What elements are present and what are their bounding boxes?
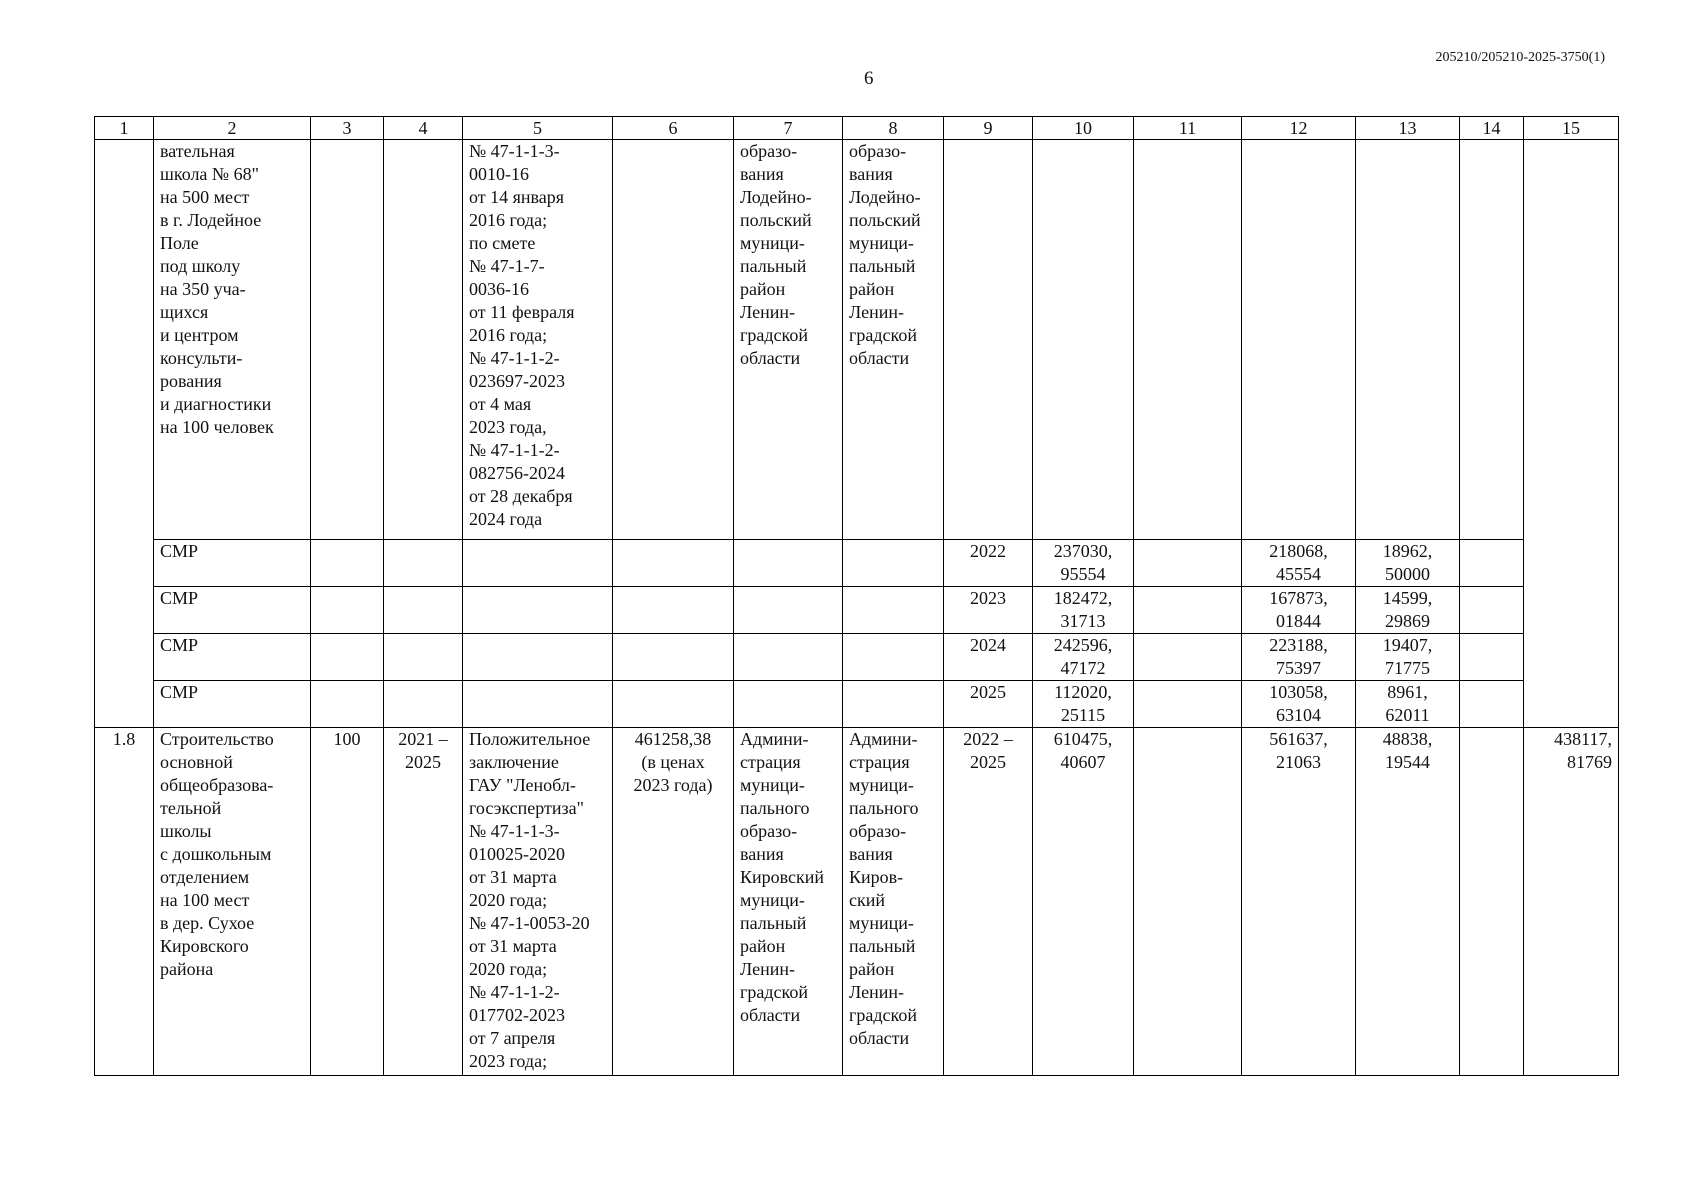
table-row-smr — [95, 587, 1619, 634]
cell-col10: 242596, 47172 — [1033, 634, 1134, 681]
cell-smr-label: СМР — [154, 540, 311, 587]
cell-capacity: 100 — [311, 728, 384, 1076]
cell-customer: Админи- страция муници- пального образо- вания Кировский муници- пальный район Ленин- градской области — [734, 728, 843, 1076]
cell-object-name: вательная школа № 68" на 500 мест в г. Лодейное Поле под школу на 350 уча- щихся и центром консульти- рования и диагностики на 100 человек — [154, 140, 311, 540]
cell-empty — [1524, 140, 1619, 728]
cell-empty — [944, 140, 1033, 540]
cell-col15: 438117, 81769 — [1524, 728, 1619, 1076]
cell-smr-label: СМР — [154, 587, 311, 634]
cell-col12: 561637, 21063 — [1242, 728, 1356, 1076]
cell-year: 2023 — [944, 587, 1033, 634]
cell-empty — [1356, 140, 1460, 540]
cell-col12: 223188, 75397 — [1242, 634, 1356, 681]
cell-customer: образо- вания Лодейно- польский муници- пальный район Ленин- градской области — [734, 140, 843, 540]
table-row-continuation — [95, 140, 1619, 540]
cell-empty — [1134, 728, 1242, 1076]
data-table — [94, 116, 1619, 1076]
cell-col13: 8961, 62011 — [1356, 681, 1460, 728]
cell-empty — [311, 140, 384, 540]
cell-col12: 218068, 45554 — [1242, 540, 1356, 587]
column-header: 2 — [154, 117, 311, 140]
column-header: 15 — [1524, 117, 1619, 140]
cell-col10: 237030, 95554 — [1033, 540, 1134, 587]
column-header: 8 — [843, 117, 944, 140]
cell-empty — [1134, 140, 1242, 540]
cell-years: 2022 – 2025 — [944, 728, 1033, 1076]
table-row-1-8 — [95, 728, 1619, 1076]
cell-period: 2021 – 2025 — [384, 728, 463, 1076]
cell-cost: 461258,38 (в ценах 2023 года) — [613, 728, 734, 1076]
cell-year: 2024 — [944, 634, 1033, 681]
cell-col10: 182472, 31713 — [1033, 587, 1134, 634]
cell-year: 2025 — [944, 681, 1033, 728]
cell-empty — [1460, 140, 1524, 540]
cell-col10: 610475, 40607 — [1033, 728, 1134, 1076]
cell-developer: Админи- страция муници- пального образо- вания Киров- ский муници- пальный район Ленин- градской области — [843, 728, 944, 1076]
cell-conclusion: Положительное заключение ГАУ "Ленобл- госэкспертиза" № 47-1-1-3- 010025-2020 от 31 марта 2020 года; № 47-1-0053-20 от 31 марта 2020 года; № 47-1-1-2- 017702-2023 от 7 апреля 2023 года; — [463, 728, 613, 1076]
cell-empty — [1033, 140, 1134, 540]
column-header: 11 — [1134, 117, 1242, 140]
page-number: 6 — [864, 68, 874, 89]
cell-developer: образо- вания Лодейно- польский муници- пальный район Ленин- градской области — [843, 140, 944, 540]
cell-empty — [1242, 140, 1356, 540]
cell-col12: 167873, 01844 — [1242, 587, 1356, 634]
cell-col13: 19407, 71775 — [1356, 634, 1460, 681]
column-number-row — [95, 117, 1619, 140]
cell-empty — [613, 140, 734, 540]
cell-empty — [1460, 728, 1524, 1076]
cell-num — [95, 140, 154, 728]
cell-smr-label: СМР — [154, 681, 311, 728]
column-header: 3 — [311, 117, 384, 140]
column-header: 1 — [95, 117, 154, 140]
column-header: 5 — [463, 117, 613, 140]
column-header: 6 — [613, 117, 734, 140]
cell-empty — [384, 140, 463, 540]
cell-conclusion: № 47-1-1-3- 0010-16 от 14 января 2016 года; по смете № 47-1-7- 0036-16 от 11 февраля 2016 года; № 47-1-1-2- 023697-2023 от 4 мая 2023 года, № 47-1-1-2- 082756-2024 от 28 декабря 2024 года — [463, 140, 613, 540]
cell-smr-label: СМР — [154, 634, 311, 681]
table-row-smr — [95, 681, 1619, 728]
cell-num: 1.8 — [95, 728, 154, 1076]
cell-col10: 112020, 25115 — [1033, 681, 1134, 728]
column-header: 10 — [1033, 117, 1134, 140]
column-header: 14 — [1460, 117, 1524, 140]
column-header: 4 — [384, 117, 463, 140]
cell-year: 2022 — [944, 540, 1033, 587]
table-row-smr — [95, 634, 1619, 681]
cell-col13: 48838, 19544 — [1356, 728, 1460, 1076]
column-header: 13 — [1356, 117, 1460, 140]
document-id: 205210/205210-2025-3750(1) — [1435, 50, 1605, 65]
column-header: 7 — [734, 117, 843, 140]
cell-col13: 14599, 29869 — [1356, 587, 1460, 634]
table-row-smr — [95, 540, 1619, 587]
cell-col12: 103058, 63104 — [1242, 681, 1356, 728]
cell-col13: 18962, 50000 — [1356, 540, 1460, 587]
cell-object-name: Строительство основной общеобразова- тельной школы с дошкольным отделением на 100 мест в дер. Сухое Кировского района — [154, 728, 311, 1076]
column-header: 12 — [1242, 117, 1356, 140]
column-header: 9 — [944, 117, 1033, 140]
